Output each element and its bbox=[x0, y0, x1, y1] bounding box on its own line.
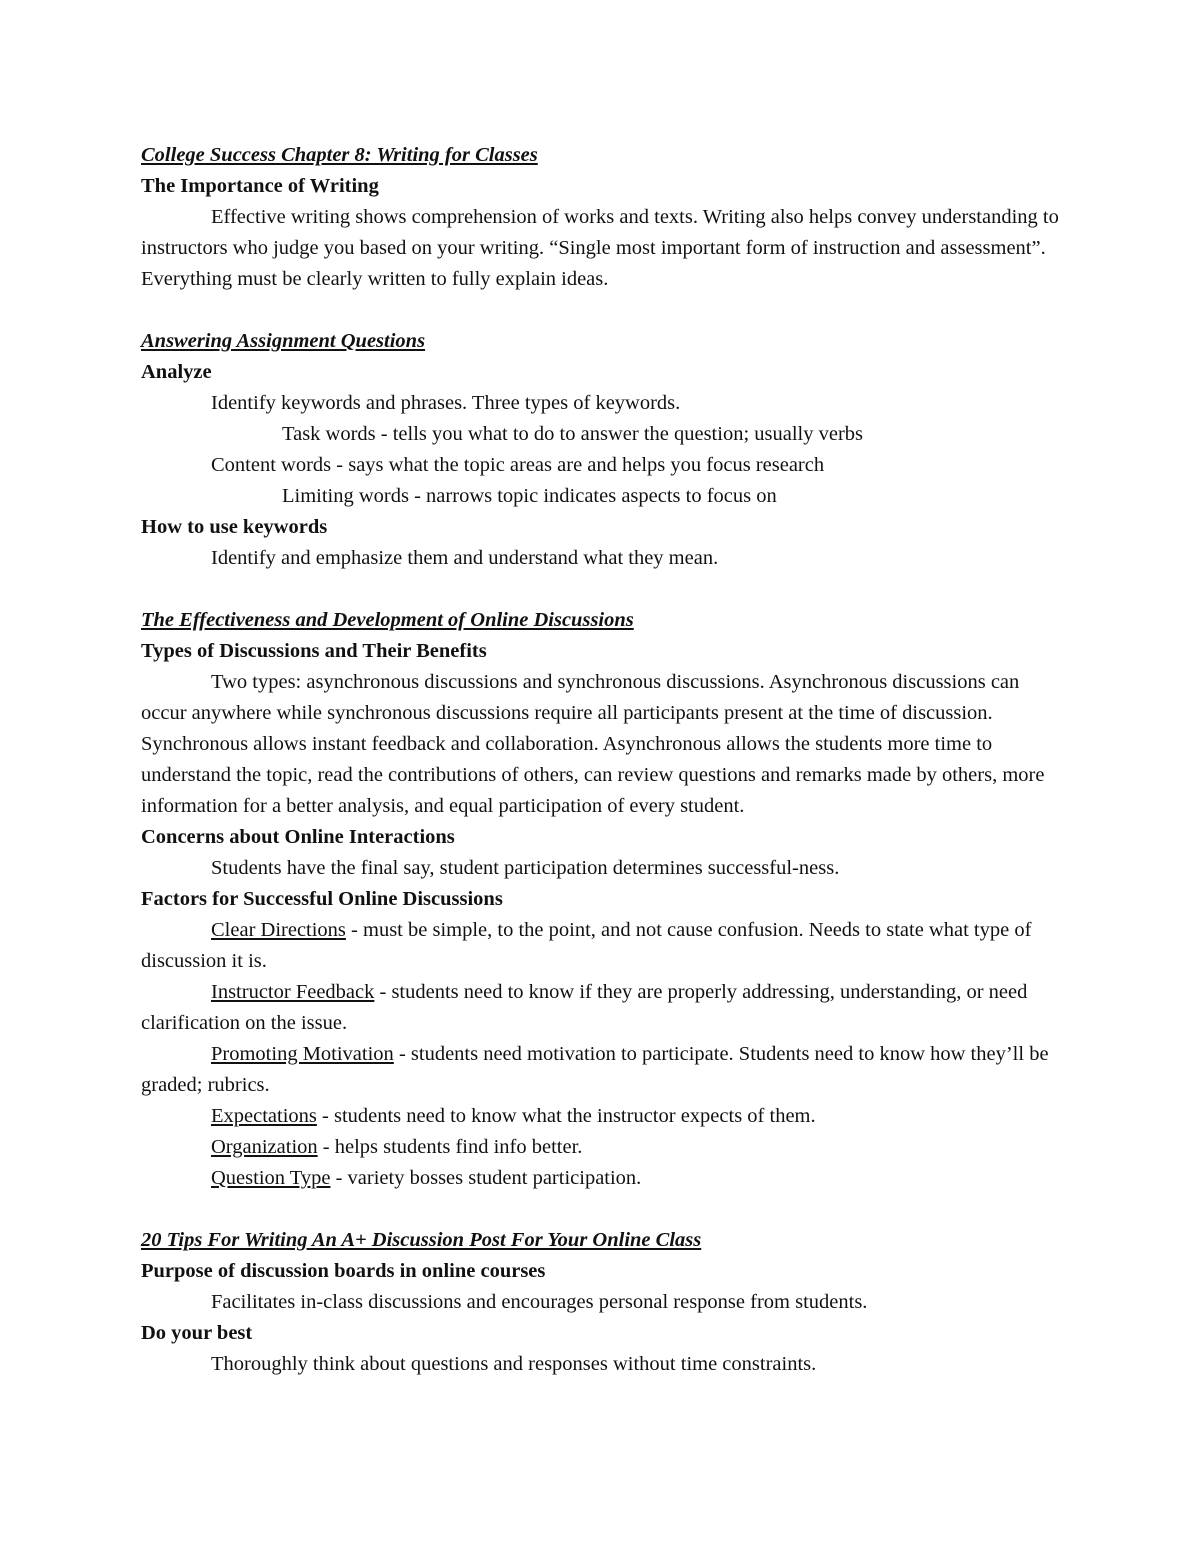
spacer bbox=[141, 1194, 1061, 1225]
factor-item bbox=[141, 1132, 1061, 1163]
factor-desc: - students need motivation to participate. Students need to know how they’ll be graded; rubrics. bbox=[141, 1043, 1049, 1096]
factor-term: Promoting Motivation bbox=[211, 1043, 394, 1065]
analyze-heading: Analyze bbox=[141, 361, 212, 383]
factor-item bbox=[141, 915, 1061, 977]
types-heading: Types of Discussions and Their Benefits bbox=[141, 640, 487, 662]
factor-item bbox=[141, 1039, 1061, 1101]
purpose-text: Facilitates in-class discussions and encourages personal response from students. bbox=[211, 1291, 868, 1313]
factor-term: Instructor Feedback bbox=[211, 981, 375, 1003]
factor-desc: - must be simple, to the point, and not cause confusion. Needs to state what type of discussion it is. bbox=[141, 919, 1032, 972]
document-page bbox=[141, 140, 1061, 1380]
factor-term: Organization bbox=[211, 1136, 318, 1158]
chapter-title: College Success Chapter 8: Writing for Classes bbox=[141, 144, 538, 166]
best-text: Thoroughly think about questions and responses without time constraints. bbox=[211, 1353, 817, 1375]
concerns-text: Students have the final say, student participation determines successful-ness. bbox=[211, 857, 840, 879]
content-words-text: Content words - says what the topic areas are and helps you focus research bbox=[211, 454, 825, 476]
importance-heading: The Importance of Writing bbox=[141, 175, 379, 197]
task-words-text: Task words - tells you what to do to answer the question; usually verbs bbox=[282, 423, 864, 445]
online-title: The Effectiveness and Development of Online Discussions bbox=[141, 609, 634, 631]
keywords-text: Identify and emphasize them and understand what they mean. bbox=[211, 547, 719, 569]
purpose-heading: Purpose of discussion boards in online courses bbox=[141, 1260, 546, 1282]
tips-title: 20 Tips For Writing An A+ Discussion Post For Your Online Class bbox=[141, 1229, 702, 1251]
factor-item bbox=[141, 1163, 1061, 1194]
factors-heading: Factors for Successful Online Discussions bbox=[141, 888, 503, 910]
best-heading: Do your best bbox=[141, 1322, 253, 1344]
spacer bbox=[141, 574, 1061, 605]
assignment-title: Answering Assignment Questions bbox=[141, 330, 426, 352]
factor-desc: - helps students find info better. bbox=[317, 1136, 583, 1158]
factor-desc: - variety bosses student participation. bbox=[330, 1167, 642, 1189]
factor-item bbox=[141, 1101, 1061, 1132]
types-paragraph: Two types: asynchronous discussions and synchronous discussions. Asynchronous discussions can occur anywhere while synchronous discussions require all participants present at the time of discussion. Synchronous allows instant feedback and collaboration. Asynchronous allows the students more time to understand the topic, read the contributions of others, can review questions and remarks made by others, more information for a better analysis, and equal participation of every student. bbox=[141, 671, 1045, 817]
limiting-words-text: Limiting words - narrows topic indicates aspects to focus on bbox=[282, 485, 777, 507]
keywords-heading: How to use keywords bbox=[141, 516, 328, 538]
concerns-heading: Concerns about Online Interactions bbox=[141, 826, 455, 848]
spacer bbox=[141, 295, 1061, 326]
factor-term: Expectations bbox=[211, 1105, 317, 1127]
identify-text: Identify keywords and phrases. Three types of keywords. bbox=[211, 392, 681, 414]
factor-desc: - students need to know what the instructor expects of them. bbox=[316, 1105, 816, 1127]
factor-term: Question Type bbox=[211, 1167, 331, 1189]
factor-desc: - students need to know if they are properly addressing, understanding, or need clarification on the issue. bbox=[141, 981, 1028, 1034]
importance-paragraph: Effective writing shows comprehension of works and texts. Writing also helps convey understanding to instructors who judge you based on your writing. “Single most important form of instruction and assessment”. Everything must be clearly written to fully explain ideas. bbox=[141, 206, 1059, 290]
factor-item bbox=[141, 977, 1061, 1039]
factor-term: Clear Directions bbox=[211, 919, 346, 941]
